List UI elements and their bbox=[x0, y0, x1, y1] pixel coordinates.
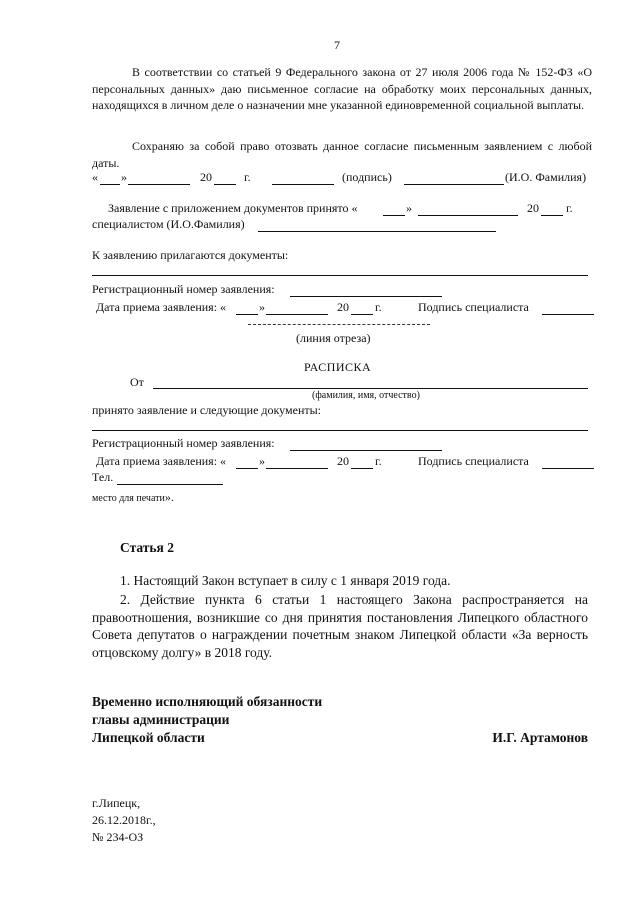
receipt-date-day-blank bbox=[236, 468, 258, 469]
signatory-name: И.Г. Артамонов bbox=[492, 730, 588, 745]
stamp-place-label: место для печати bbox=[92, 493, 165, 504]
accepted-day-blank bbox=[383, 215, 405, 216]
specialist-blank bbox=[258, 231, 496, 232]
receipt-date-quote-close: » bbox=[259, 454, 265, 468]
article-item-2: 2. Действие пункта 6 статьи 1 настоящего Закона распространяется на правоотношения, возникшие со дня принятия постановления Липецкого областного Совета депутатов о награждении почетным знаком Липецкой области «За верность отцовскому долгу» в 2018 году. bbox=[92, 592, 588, 660]
registration-label: Регистрационный номер заявления: bbox=[92, 282, 275, 296]
year-blank bbox=[214, 184, 236, 185]
year-suffix: г. bbox=[244, 170, 251, 184]
date-month-blank bbox=[266, 314, 328, 315]
receipt-title: РАСПИСКА bbox=[304, 360, 372, 374]
date-year: 20 bbox=[337, 300, 349, 314]
receipt-specialist-sign-blank bbox=[542, 468, 594, 469]
specialist-sign-blank bbox=[542, 314, 594, 315]
receipt-specialist-sign-label: Подпись специалиста bbox=[418, 454, 529, 468]
specialist-label: специалистом (И.О.Фамилия) bbox=[92, 217, 245, 231]
article-heading: Статья 2 bbox=[120, 540, 174, 555]
receipt-date-label: Дата приема заявления: « bbox=[96, 454, 227, 468]
date-year-blank bbox=[351, 314, 373, 315]
accepted-quote-close: » bbox=[406, 201, 412, 215]
receipt-accepted-text: принято заявление и следующие документы: bbox=[92, 403, 322, 417]
stamp-quote-close: ». bbox=[164, 490, 174, 504]
receipt-date-year: 20 bbox=[337, 454, 349, 468]
accepted-year-blank bbox=[541, 215, 563, 216]
consent-paragraph: В соответствии со статьей 9 Федерального закона от 27 июля 2006 года № 152-ФЗ «О персональных данных» даю письменное согласие на обработку моих персональных данных, находящихся в личном деле о назначении мне указанной единовременной социальной выплаты. bbox=[92, 65, 592, 112]
accepted-year-suffix: г. bbox=[566, 201, 573, 215]
quote-open: « bbox=[92, 170, 98, 184]
year-prefix: 20 bbox=[200, 170, 212, 184]
signatory-position-line2: главы администрации bbox=[92, 712, 230, 727]
signatory-position-line3: Липецкой области bbox=[92, 730, 205, 745]
footer-date: 26.12.2018г., bbox=[92, 813, 156, 827]
accepted-text: Заявление с приложением документов принято « bbox=[108, 201, 358, 215]
stamp-place bbox=[92, 490, 174, 506]
receipt-date-year-suffix: г. bbox=[375, 454, 382, 468]
month-blank bbox=[128, 184, 190, 185]
footer-number: № 234-ОЗ bbox=[92, 830, 144, 844]
tel-blank bbox=[117, 484, 223, 485]
article-item-1: 1. Настоящий Закон вступает в силу с 1 января 2019 года. bbox=[120, 573, 451, 588]
quote-close: » bbox=[121, 170, 127, 184]
page-number: 7 bbox=[334, 38, 340, 52]
attached-docs-line bbox=[92, 275, 588, 276]
cut-line bbox=[248, 324, 430, 325]
fio-blank bbox=[404, 184, 504, 185]
signatory-position-line1: Временно исполняющий обязанности bbox=[92, 694, 323, 709]
date-day-blank bbox=[236, 314, 258, 315]
from-blank bbox=[153, 388, 588, 389]
tel-label: Тел. bbox=[92, 470, 114, 484]
attached-docs-label: К заявлению прилагаются документы: bbox=[92, 248, 289, 262]
specialist-sign-label: Подпись специалиста bbox=[418, 300, 529, 314]
fio-hint: (фамилия, имя, отчество) bbox=[312, 390, 420, 401]
registration-blank bbox=[290, 296, 442, 297]
footer-city: г.Липецк, bbox=[92, 796, 141, 810]
receipt-date-year-blank bbox=[351, 468, 373, 469]
cut-line-label: (линия отреза) bbox=[296, 331, 371, 345]
receipt-date-month-blank bbox=[266, 468, 328, 469]
accepted-month-blank bbox=[418, 215, 518, 216]
date-year-suffix: г. bbox=[375, 300, 382, 314]
date-label: Дата приема заявления: « bbox=[96, 300, 227, 314]
receipt-registration-label: Регистрационный номер заявления: bbox=[92, 436, 275, 450]
from-label: От bbox=[130, 375, 144, 389]
fio-hint: (И.О. Фамилия) bbox=[505, 170, 587, 184]
receipt-docs-line bbox=[92, 430, 588, 431]
accepted-year: 20 bbox=[527, 201, 539, 215]
signature-blank bbox=[272, 184, 334, 185]
signature-hint: (подпись) bbox=[342, 170, 392, 184]
day-blank bbox=[100, 184, 120, 185]
revoke-paragraph: Сохраняю за собой право отозвать данное согласие письменным заявлением с любой даты. bbox=[92, 139, 592, 170]
receipt-registration-blank bbox=[290, 450, 442, 451]
date-quote-close: » bbox=[259, 300, 265, 314]
